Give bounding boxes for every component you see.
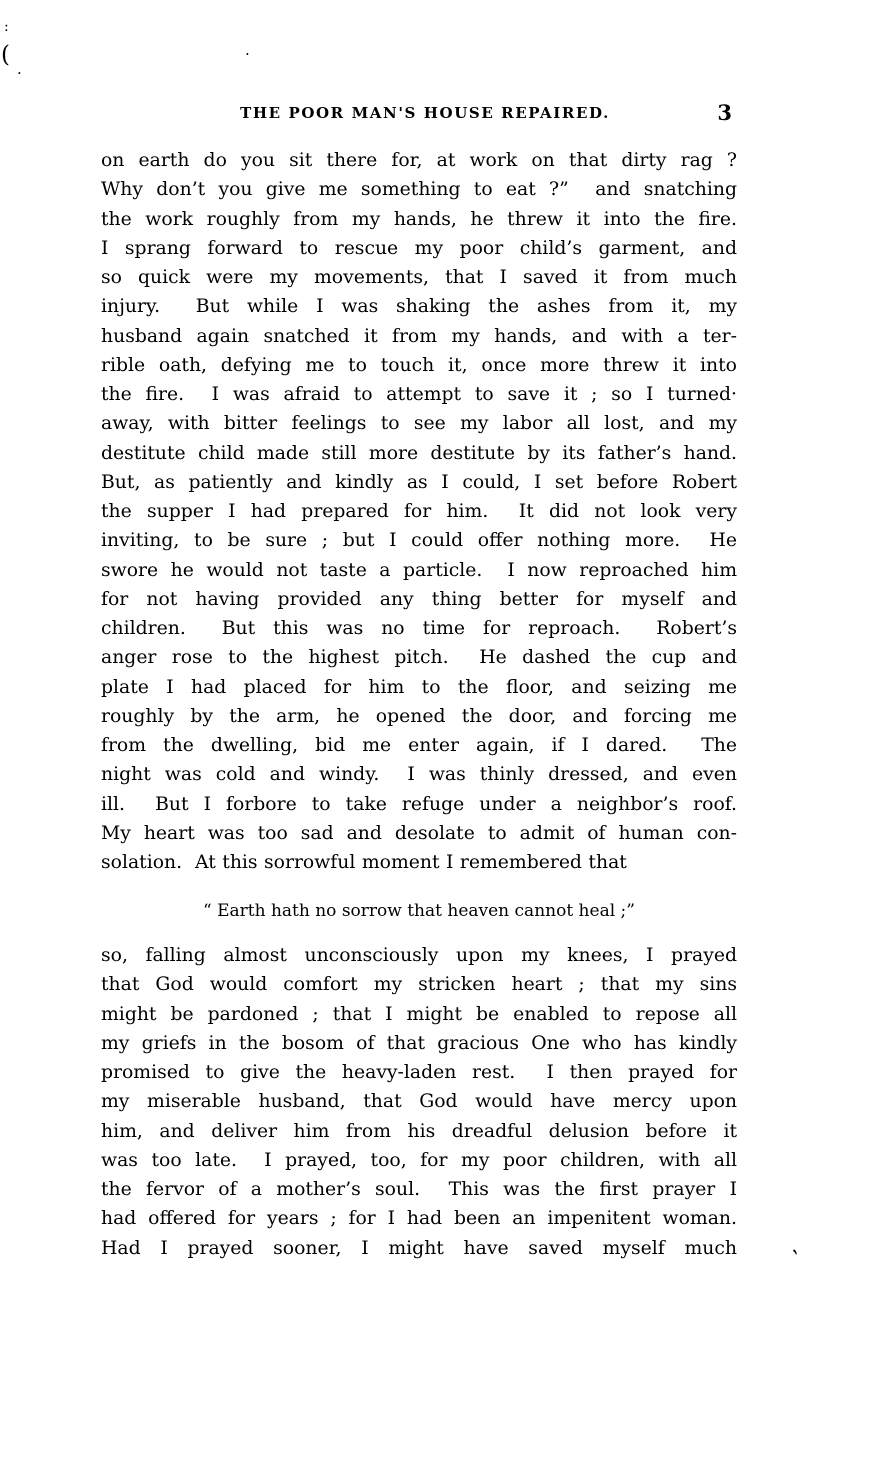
text-line: injury. But while I was shaking the ashes from it, my — [101, 296, 737, 318]
text-line: on earth do you sit there for, at work on that dirty rag ? — [101, 150, 737, 171]
text-line: night was cold and windy. I was thinly dressed, and even — [101, 764, 737, 786]
hymn-quote: “ Earth hath no sorrow that heaven cannot heal ;” — [203, 901, 635, 921]
paragraph-1 — [101, 146, 737, 877]
scan-artifact-mark: : — [4, 19, 9, 35]
text-line: But, as patiently and kindly as I could, I set before Robert — [101, 471, 737, 493]
text-line: away, with bitter feelings to see my labor all lost, and my — [101, 413, 737, 435]
text-line: rible oath, defying me to touch it, once more threw it into — [101, 354, 737, 376]
scan-artifact-mark: . — [17, 60, 22, 78]
text-line: was too late. I prayed, too, for my poor children, with all — [101, 1149, 737, 1171]
scan-artifact-mark: . — [245, 41, 250, 59]
text-line: so, falling almost unconsciously upon my knees, I prayed — [101, 945, 737, 966]
text-line: solation. At this sorrowful moment I remembered that — [101, 852, 627, 873]
text-line: might be pardoned ; that I might be enabled to repose all — [101, 1003, 737, 1025]
text-line: so quick were my movements, that I saved it from much — [101, 267, 737, 288]
text-line: husband again snatched it from my hands, and with a ter- — [101, 325, 737, 347]
text-line: swore he would not taste a particle. I now reproached him — [101, 559, 737, 581]
text-line: my griefs in the bosom of that gracious One who has kindly — [101, 1032, 737, 1054]
text-line: promised to give the heavy-laden rest. I then prayed for — [101, 1062, 737, 1083]
text-line: Had I prayed sooner, I might have saved myself much — [101, 1237, 737, 1259]
text-line: roughly by the arm, he opened the door, and forcing me — [101, 705, 737, 727]
scan-artifact-mark: , — [777, 1239, 802, 1257]
text-line: the fire. I was afraid to attempt to save it ; so I turned· — [101, 384, 737, 405]
text-line: the work roughly from my hands, he threw it into the fire. — [101, 208, 737, 230]
running-title: THE POOR MAN'S HOUSE REPAIRED. — [240, 104, 610, 122]
text-column — [101, 0, 737, 1475]
text-line: inviting, to be sure ; but I could offer nothing more. He — [101, 530, 737, 552]
text-line: for not having provided any thing better for myself and — [101, 588, 737, 610]
text-line: children. But this was no time for reproach. Robert’s — [101, 618, 737, 639]
text-line: Why don’t you give me something to eat ?” and snatching — [101, 179, 737, 201]
scan-artifact-mark: ( — [1, 42, 10, 68]
text-line: plate I had placed for him to the floor, and seizing me — [101, 676, 737, 698]
text-line: that God would comfort my stricken heart ; that my sins — [101, 974, 737, 996]
paragraph-2 — [101, 941, 737, 1263]
text-line: ill. But I forbore to take refuge under a neighbor’s roof. — [101, 793, 737, 815]
text-line: him, and deliver him from his dreadful delusion before it — [101, 1120, 737, 1142]
text-line: My heart was too sad and desolate to admit of human con- — [101, 822, 737, 844]
text-line: the supper I had prepared for him. It did not look very — [101, 501, 737, 522]
text-line: my miserable husband, that God would have mercy upon — [101, 1091, 737, 1113]
page-number: 3 — [717, 100, 732, 125]
text-line: anger rose to the highest pitch. He dashed the cup and — [101, 647, 737, 669]
text-line: the fervor of a mother’s soul. This was the first prayer I — [101, 1179, 737, 1200]
text-line: destitute child made still more destitute by its father’s hand. — [101, 442, 737, 464]
running-head — [101, 100, 737, 130]
text-line: had offered for years ; for I had been an impenitent woman. — [101, 1208, 737, 1230]
text-line: I sprang forward to rescue my poor child’s garment, and — [101, 237, 737, 259]
text-line: from the dwelling, bid me enter again, if I dared. The — [101, 735, 737, 756]
